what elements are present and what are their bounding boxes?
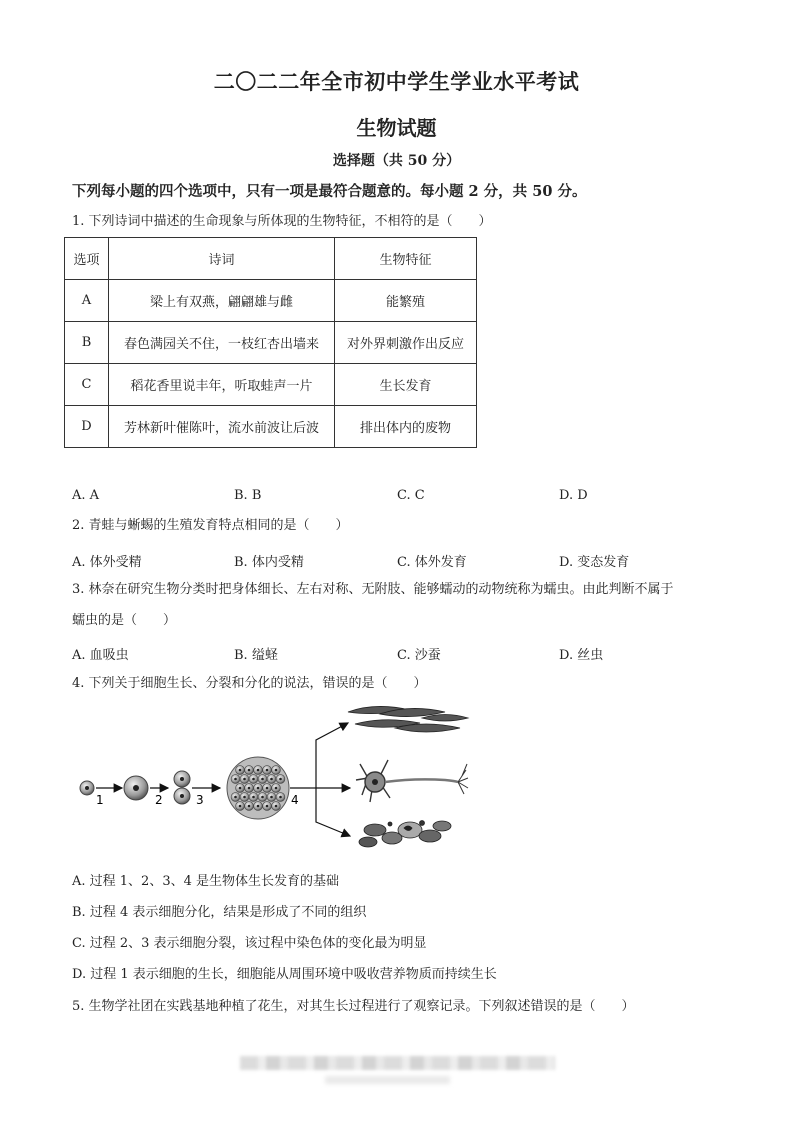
grown-cell-icon — [124, 776, 148, 800]
question-3-stem-line-2: 蠕虫的是（ ） — [72, 613, 177, 628]
question-2-option-b: B. 体内受精 — [234, 555, 304, 570]
question-3-option-a: A. 血吸虫 — [72, 648, 129, 663]
table-row — [65, 364, 477, 406]
question-2-option-c: C. 体外发育 — [397, 555, 467, 570]
question-4-option-b: B. 过程 4 表示细胞分化，结果是形成了不同的组织 — [72, 905, 367, 920]
table-cell: 生长发育 — [335, 364, 477, 406]
question-1-table — [64, 237, 477, 448]
question-3-option-d: D. 丝虫 — [559, 648, 604, 663]
table-cell: 排出体内的废物 — [335, 406, 477, 448]
table-header: 选项 — [65, 238, 109, 280]
table-row — [65, 322, 477, 364]
question-1-option-b: B. B — [234, 488, 262, 503]
question-1-stem: 1. 下列诗词中描述的生命现象与所体现的生物特征，不相符的是（ ） — [72, 214, 492, 229]
muscle-cells-icon — [348, 706, 468, 732]
cluster-cell-nucleus — [234, 796, 237, 799]
cluster-cell-nucleus — [248, 787, 251, 790]
cell-cluster-icon — [227, 757, 289, 819]
table-cell: A — [65, 280, 109, 322]
figure-label-3: 3 — [196, 793, 204, 807]
table-cell: 对外界刺激作出反应 — [335, 322, 477, 364]
cluster-cell-nucleus — [261, 796, 264, 799]
cluster-cell-nucleus — [279, 778, 282, 781]
dividing-cells-icon — [174, 771, 190, 804]
cluster-cell-nucleus — [275, 805, 278, 808]
question-3-option-c: C. 沙蚕 — [397, 648, 441, 663]
question-3-option-b: B. 缢蛏 — [234, 648, 278, 663]
cluster-cell-nucleus — [239, 769, 242, 772]
cluster-cell-nucleus — [252, 796, 255, 799]
cluster-cell-nucleus — [270, 778, 273, 781]
table-cell: 春色满园关不住，一枝红杏出墙来 — [109, 322, 335, 364]
question-5-stem: 5. 生物学社团在实践基地种植了花生，对其生长过程进行了观察记录。下列叙述错误的是（ ） — [72, 999, 635, 1014]
table-cell: C — [65, 364, 109, 406]
table-header: 生物特征 — [335, 238, 477, 280]
section-title: 选择题（共 50 分） — [332, 153, 461, 169]
cluster-cell-nucleus — [234, 778, 237, 781]
question-4-option-d: D. 过程 1 表示细胞的生长，细胞能从周围环境中吸收营养物质而持续生长 — [72, 967, 497, 982]
cluster-cell-nucleus — [252, 778, 255, 781]
cluster-cell-nucleus — [239, 805, 242, 808]
question-4-stem: 4. 下列关于细胞生长、分裂和分化的说法，错误的是（ ） — [72, 676, 427, 691]
cluster-cell-nucleus — [275, 787, 278, 790]
table-cell: 能繁殖 — [335, 280, 477, 322]
exam-title: 二〇二二年全市初中学生学业水平考试 — [213, 69, 580, 94]
question-3-stem-line-1: 3. 林奈在研究生物分类时把身体细长、左右对称、无附肢、能够蠕动的动物统称为蠕虫。由此判断不属于 — [72, 582, 674, 597]
arrow-to-muscle — [316, 723, 348, 788]
question-4-option-a: A. 过程 1、2、3、4 是生物体生长发育的基础 — [72, 874, 340, 889]
blurred-footer-watermark — [240, 1056, 555, 1070]
cluster-cell-nucleus — [248, 769, 251, 772]
question-1-option-d: D. D — [559, 488, 588, 503]
cluster-cell-nucleus — [266, 787, 269, 790]
nerve-cell-icon — [356, 760, 468, 802]
table-header-row — [65, 238, 477, 280]
cluster-cell-nucleus — [275, 769, 278, 772]
cluster-cell-nucleus — [248, 805, 251, 808]
table-cell: 稻花香里说丰年，听取蛙声一片 — [109, 364, 335, 406]
figure-label-4: 4 — [291, 793, 299, 807]
arrow-to-blood — [316, 788, 350, 836]
question-2-option-d: D. 变态发育 — [559, 555, 630, 570]
cluster-cell-nucleus — [257, 787, 260, 790]
table-cell: B — [65, 322, 109, 364]
question-2-stem: 2. 青蛙与蜥蜴的生殖发育特点相同的是（ ） — [72, 518, 349, 533]
question-2-option-a: A. 体外受精 — [72, 555, 142, 570]
instruction: 下列每小题的四个选项中，只有一项是最符合题意的。每小题 2 分，共 50 分。 — [72, 183, 587, 200]
subject-title: 生物试题 — [356, 116, 437, 140]
table-row — [65, 280, 477, 322]
cluster-cell-nucleus — [243, 778, 246, 781]
cluster-cell-nucleus — [257, 769, 260, 772]
question-4-option-c: C. 过程 2、3 表示细胞分裂，该过程中染色体的变化最为明显 — [72, 936, 427, 951]
cluster-cell-nucleus — [261, 778, 264, 781]
figure-label-1: 1 — [96, 793, 104, 807]
cell-process-figure — [70, 700, 480, 860]
cluster-cell-nucleus — [279, 796, 282, 799]
table-cell: 梁上有双燕，翩翩雄与雌 — [109, 280, 335, 322]
cluster-cell-nucleus — [266, 805, 269, 808]
cluster-cell-nucleus — [266, 769, 269, 772]
small-cell-icon — [80, 781, 94, 795]
question-1-option-c: C. C — [397, 488, 425, 503]
blood-cells-icon — [359, 821, 451, 848]
figure-label-2: 2 — [155, 793, 163, 807]
cluster-cell-nucleus — [257, 805, 260, 808]
table-cell: 芳林新叶催陈叶，流水前波让后波 — [109, 406, 335, 448]
table-row — [65, 406, 477, 448]
cluster-cell-nucleus — [270, 796, 273, 799]
cluster-cell-nucleus — [243, 796, 246, 799]
table-header: 诗词 — [109, 238, 335, 280]
cluster-cell-nucleus — [239, 787, 242, 790]
question-1-option-a: A. A — [72, 488, 100, 503]
blurred-footer-watermark-line — [325, 1076, 450, 1084]
table-cell: D — [65, 406, 109, 448]
